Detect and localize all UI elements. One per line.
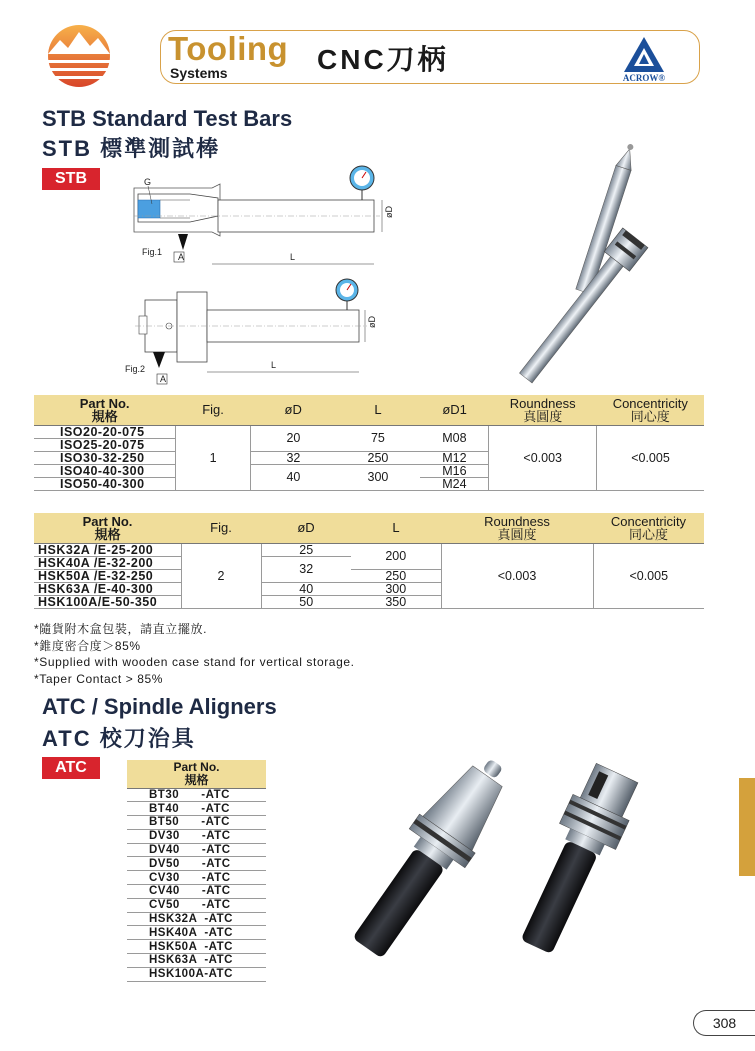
- atc-title-zh: ATC 校刀治具: [42, 726, 196, 751]
- part-number: ISO30-32-250: [34, 451, 175, 464]
- part-number: CV50 -ATC: [127, 898, 266, 912]
- part-number: ISO20-20-075: [34, 425, 175, 438]
- col-concentricity: Concentricity 同心度: [597, 395, 704, 425]
- fig2-length-label: L: [271, 360, 277, 370]
- part-number: ISO40-40-300: [34, 464, 175, 477]
- od-value: 40: [251, 464, 336, 490]
- part-number: HSK100A/E-50-350: [34, 595, 181, 608]
- table-row: [34, 425, 704, 438]
- col-od: øD: [251, 395, 336, 425]
- table-row: [127, 829, 266, 843]
- part-number: BT30 -ATC: [127, 788, 266, 802]
- table-row: [127, 967, 266, 981]
- l-value: 300: [351, 582, 441, 595]
- roundness-value: <0.003: [441, 543, 593, 608]
- od-value: 32: [261, 556, 351, 582]
- col-part-no: Part No. 規格: [34, 395, 175, 425]
- od1-value: M16: [420, 464, 489, 477]
- part-number: HSK32A /E-25-200: [34, 543, 181, 556]
- col-od: øD: [261, 513, 351, 543]
- table-row: [127, 926, 266, 940]
- table-row: [127, 816, 266, 830]
- stb-title-zh: STB 標準測試棒: [42, 136, 221, 161]
- table-row: [127, 802, 266, 816]
- col-part-no: Part No. 規格: [34, 513, 181, 543]
- atc-tag: ATC: [42, 757, 100, 779]
- table-row: [127, 871, 266, 885]
- part-number: HSK63A -ATC: [127, 954, 266, 968]
- part-number: HSK40A /E-32-200: [34, 556, 181, 569]
- datum-a2-label: A: [160, 374, 167, 384]
- col-roundness: Roundness 真圓度: [441, 513, 593, 543]
- part-number: CV40 -ATC: [127, 885, 266, 899]
- note-2: *錐度密合度＞85%: [34, 639, 141, 653]
- part-number: HSK50A -ATC: [127, 940, 266, 954]
- od-value: 40: [261, 582, 351, 595]
- datum-a-label: A: [178, 252, 185, 262]
- od1-value: M24: [420, 477, 489, 490]
- mountain-logo-icon: [44, 24, 114, 88]
- table-row: [34, 543, 704, 556]
- g-label: G: [144, 177, 152, 187]
- col-fig: Fig.: [181, 513, 261, 543]
- col-fig: Fig.: [175, 395, 251, 425]
- concentricity-value: <0.005: [593, 543, 704, 608]
- stb-iso-table: [34, 395, 704, 491]
- col-od1: øD1: [420, 395, 489, 425]
- table-row: [127, 898, 266, 912]
- page-number: 308: [693, 1010, 755, 1036]
- l-value: 250: [336, 451, 421, 464]
- part-number: DV40 -ATC: [127, 843, 266, 857]
- fig-value: 1: [175, 425, 251, 490]
- atc-title-en: ATC / Spindle Aligners: [42, 694, 277, 719]
- fig1-drawing: [130, 160, 400, 270]
- note-1: *隨貨附木盒包裝，請直立擺放.: [34, 622, 208, 636]
- brand-tooling: Tooling: [168, 30, 289, 67]
- acrow-logo-text: ACROW®: [622, 73, 666, 83]
- col-l: L: [336, 395, 421, 425]
- l-value: 200: [351, 543, 441, 569]
- part-number: HSK50A /E-32-250: [34, 569, 181, 582]
- od-value: 20: [251, 425, 336, 451]
- col-l: L: [351, 513, 441, 543]
- stb-tag: STB: [42, 168, 100, 190]
- part-number: HSK40A -ATC: [127, 926, 266, 940]
- acrow-logo: [618, 34, 670, 84]
- stb-hsk-table: [34, 513, 704, 609]
- part-number: DV30 -ATC: [127, 829, 266, 843]
- brand-systems: Systems: [170, 65, 228, 81]
- fig-value: 2: [181, 543, 261, 608]
- part-number: HSK100A-ATC: [127, 967, 266, 981]
- l-value: 300: [336, 464, 421, 490]
- page-title: CNC刀柄: [317, 44, 449, 75]
- fig1-length-label: L: [290, 252, 296, 262]
- col-concentricity: Concentricity 同心度: [593, 513, 704, 543]
- part-number: HSK32A -ATC: [127, 912, 266, 926]
- l-value: 75: [336, 425, 421, 451]
- part-number: ISO50-40-300: [34, 477, 175, 490]
- od-value: 32: [251, 451, 336, 464]
- table-row: [127, 885, 266, 899]
- table-row: [127, 857, 266, 871]
- fig2-drawing: [125, 272, 395, 392]
- spindle-aligner-photo: [330, 755, 650, 965]
- roundness-value: <0.003: [489, 425, 597, 490]
- od1-value: M12: [420, 451, 489, 464]
- note-4: *Taper Contact > 85%: [34, 672, 164, 686]
- test-bar-photo: [455, 155, 655, 395]
- col-part-no: Part No. 規格: [127, 760, 266, 788]
- od-value: 25: [261, 543, 351, 556]
- part-number: CV30 -ATC: [127, 871, 266, 885]
- stb-title-en: STB Standard Test Bars: [42, 106, 293, 131]
- table-row: [127, 912, 266, 926]
- fig1-diameter-label: øD: [384, 206, 394, 218]
- table-row: [127, 940, 266, 954]
- col-roundness: Roundness 真圓度: [489, 395, 597, 425]
- l-value: 350: [351, 595, 441, 608]
- part-number: DV50 -ATC: [127, 857, 266, 871]
- section-side-tab: [739, 778, 755, 876]
- part-number: HSK63A /E-40-300: [34, 582, 181, 595]
- od-value: 50: [261, 595, 351, 608]
- fig2-label: Fig.2: [125, 364, 146, 374]
- l-value: 250: [351, 569, 441, 582]
- atc-table: [127, 760, 266, 982]
- table-row: [127, 954, 266, 968]
- fig2-diameter-label: øD: [367, 316, 377, 328]
- part-number: BT40 -ATC: [127, 802, 266, 816]
- part-number: BT50 -ATC: [127, 816, 266, 830]
- fig1-label: Fig.1: [142, 247, 163, 257]
- part-number: ISO25-20-075: [34, 438, 175, 451]
- table-row: [127, 788, 266, 802]
- concentricity-value: <0.005: [597, 425, 704, 490]
- table-row: [127, 843, 266, 857]
- note-3: *Supplied with wooden case stand for vertical storage.: [34, 655, 355, 669]
- od1-value: M08: [420, 425, 489, 451]
